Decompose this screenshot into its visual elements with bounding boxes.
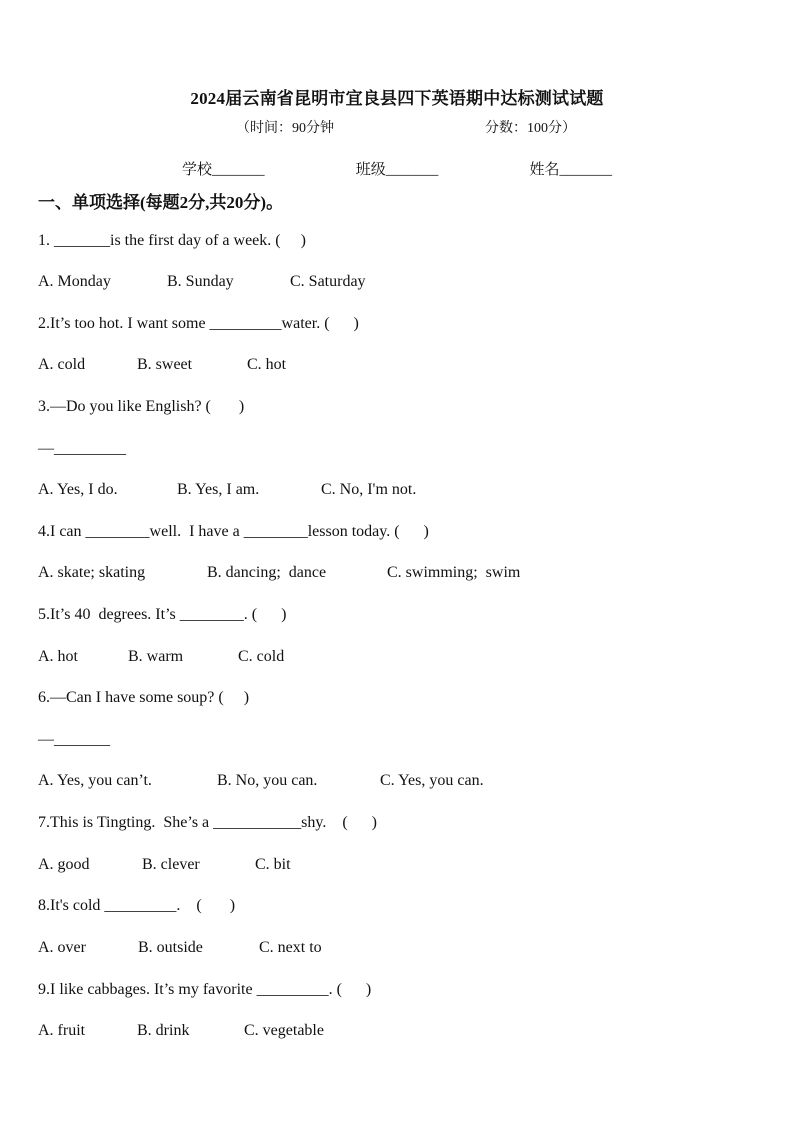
option-a: A. Monday bbox=[38, 273, 111, 290]
exam-meta bbox=[236, 117, 576, 137]
question-stem: 3.—Do you like English? ( ) bbox=[38, 398, 245, 415]
question-options bbox=[38, 273, 366, 291]
question-options bbox=[38, 856, 291, 874]
option-c: C. next to bbox=[259, 939, 322, 956]
question-options bbox=[38, 648, 284, 666]
question-stem: 8.It's cold _________. ( ) bbox=[38, 897, 236, 914]
option-b: B. Sunday bbox=[167, 273, 234, 290]
question-options bbox=[38, 481, 416, 499]
option-a: A. Yes, I do. bbox=[38, 481, 118, 498]
section-heading: 一、单项选择(每题2分,共20分)。 bbox=[38, 193, 284, 212]
option-b: B. drink bbox=[137, 1022, 190, 1039]
option-b: B. sweet bbox=[137, 356, 193, 373]
option-c: C. cold bbox=[238, 648, 285, 665]
name-field: 姓名_______ bbox=[529, 162, 612, 178]
question-options bbox=[38, 772, 484, 790]
question-stem: 1. _______is the first day of a week. ( ) bbox=[38, 232, 306, 249]
option-c: C. Saturday bbox=[290, 273, 366, 290]
page-title: 2024届云南省昆明市宜良县四下英语期中达标测试试题 bbox=[190, 89, 604, 108]
option-a: A. Yes, you can’t. bbox=[38, 772, 152, 789]
option-a: A. skate; skating bbox=[38, 564, 146, 581]
school-field: 学校_______ bbox=[182, 162, 265, 178]
question-stem: 4.I can ________well. I have a ________lesson today. ( ) bbox=[38, 523, 429, 540]
question-stem: 2.It’s too hot. I want some _________water. ( ) bbox=[38, 315, 359, 332]
option-b: B. dancing; dance bbox=[207, 564, 327, 581]
class-field: 班级_______ bbox=[355, 162, 439, 178]
option-a: A. good bbox=[38, 856, 90, 873]
option-a: A. cold bbox=[38, 356, 86, 373]
student-info bbox=[182, 158, 612, 179]
option-b: B. No, you can. bbox=[217, 772, 318, 789]
answer-blank: —_______ bbox=[38, 731, 110, 748]
option-b: B. outside bbox=[138, 939, 203, 956]
option-c: C. No, I'm not. bbox=[321, 481, 417, 498]
question-options bbox=[38, 939, 322, 957]
question-options bbox=[38, 356, 286, 374]
option-b: B. warm bbox=[128, 648, 184, 665]
question-options bbox=[38, 564, 520, 582]
option-c: C. vegetable bbox=[244, 1022, 324, 1039]
option-c: C. bit bbox=[255, 856, 291, 873]
option-a: A. fruit bbox=[38, 1022, 86, 1039]
score-label: 分数：100分） bbox=[485, 121, 576, 136]
question-options bbox=[38, 1022, 324, 1040]
question-stem: 7.This is Tingting. She’s a ___________shy. ( ) bbox=[38, 814, 377, 831]
question-stem: 6.—Can I have some soup? ( ) bbox=[38, 689, 250, 706]
option-c: C. swimming; swim bbox=[387, 564, 521, 581]
option-c: C. Yes, you can. bbox=[380, 772, 484, 789]
option-c: C. hot bbox=[247, 356, 287, 373]
option-a: A. over bbox=[38, 939, 86, 956]
option-a: A. hot bbox=[38, 648, 78, 665]
option-b: B. Yes, I am. bbox=[177, 481, 260, 498]
time-label: （时间：90分钟 bbox=[236, 121, 334, 136]
option-b: B. clever bbox=[142, 856, 200, 873]
answer-blank: —_________ bbox=[38, 440, 126, 457]
question-stem: 5.It’s 40 degrees. It’s ________. ( ) bbox=[38, 606, 287, 623]
question-stem: 9.I like cabbages. It’s my favorite _________. ( ) bbox=[38, 981, 372, 998]
